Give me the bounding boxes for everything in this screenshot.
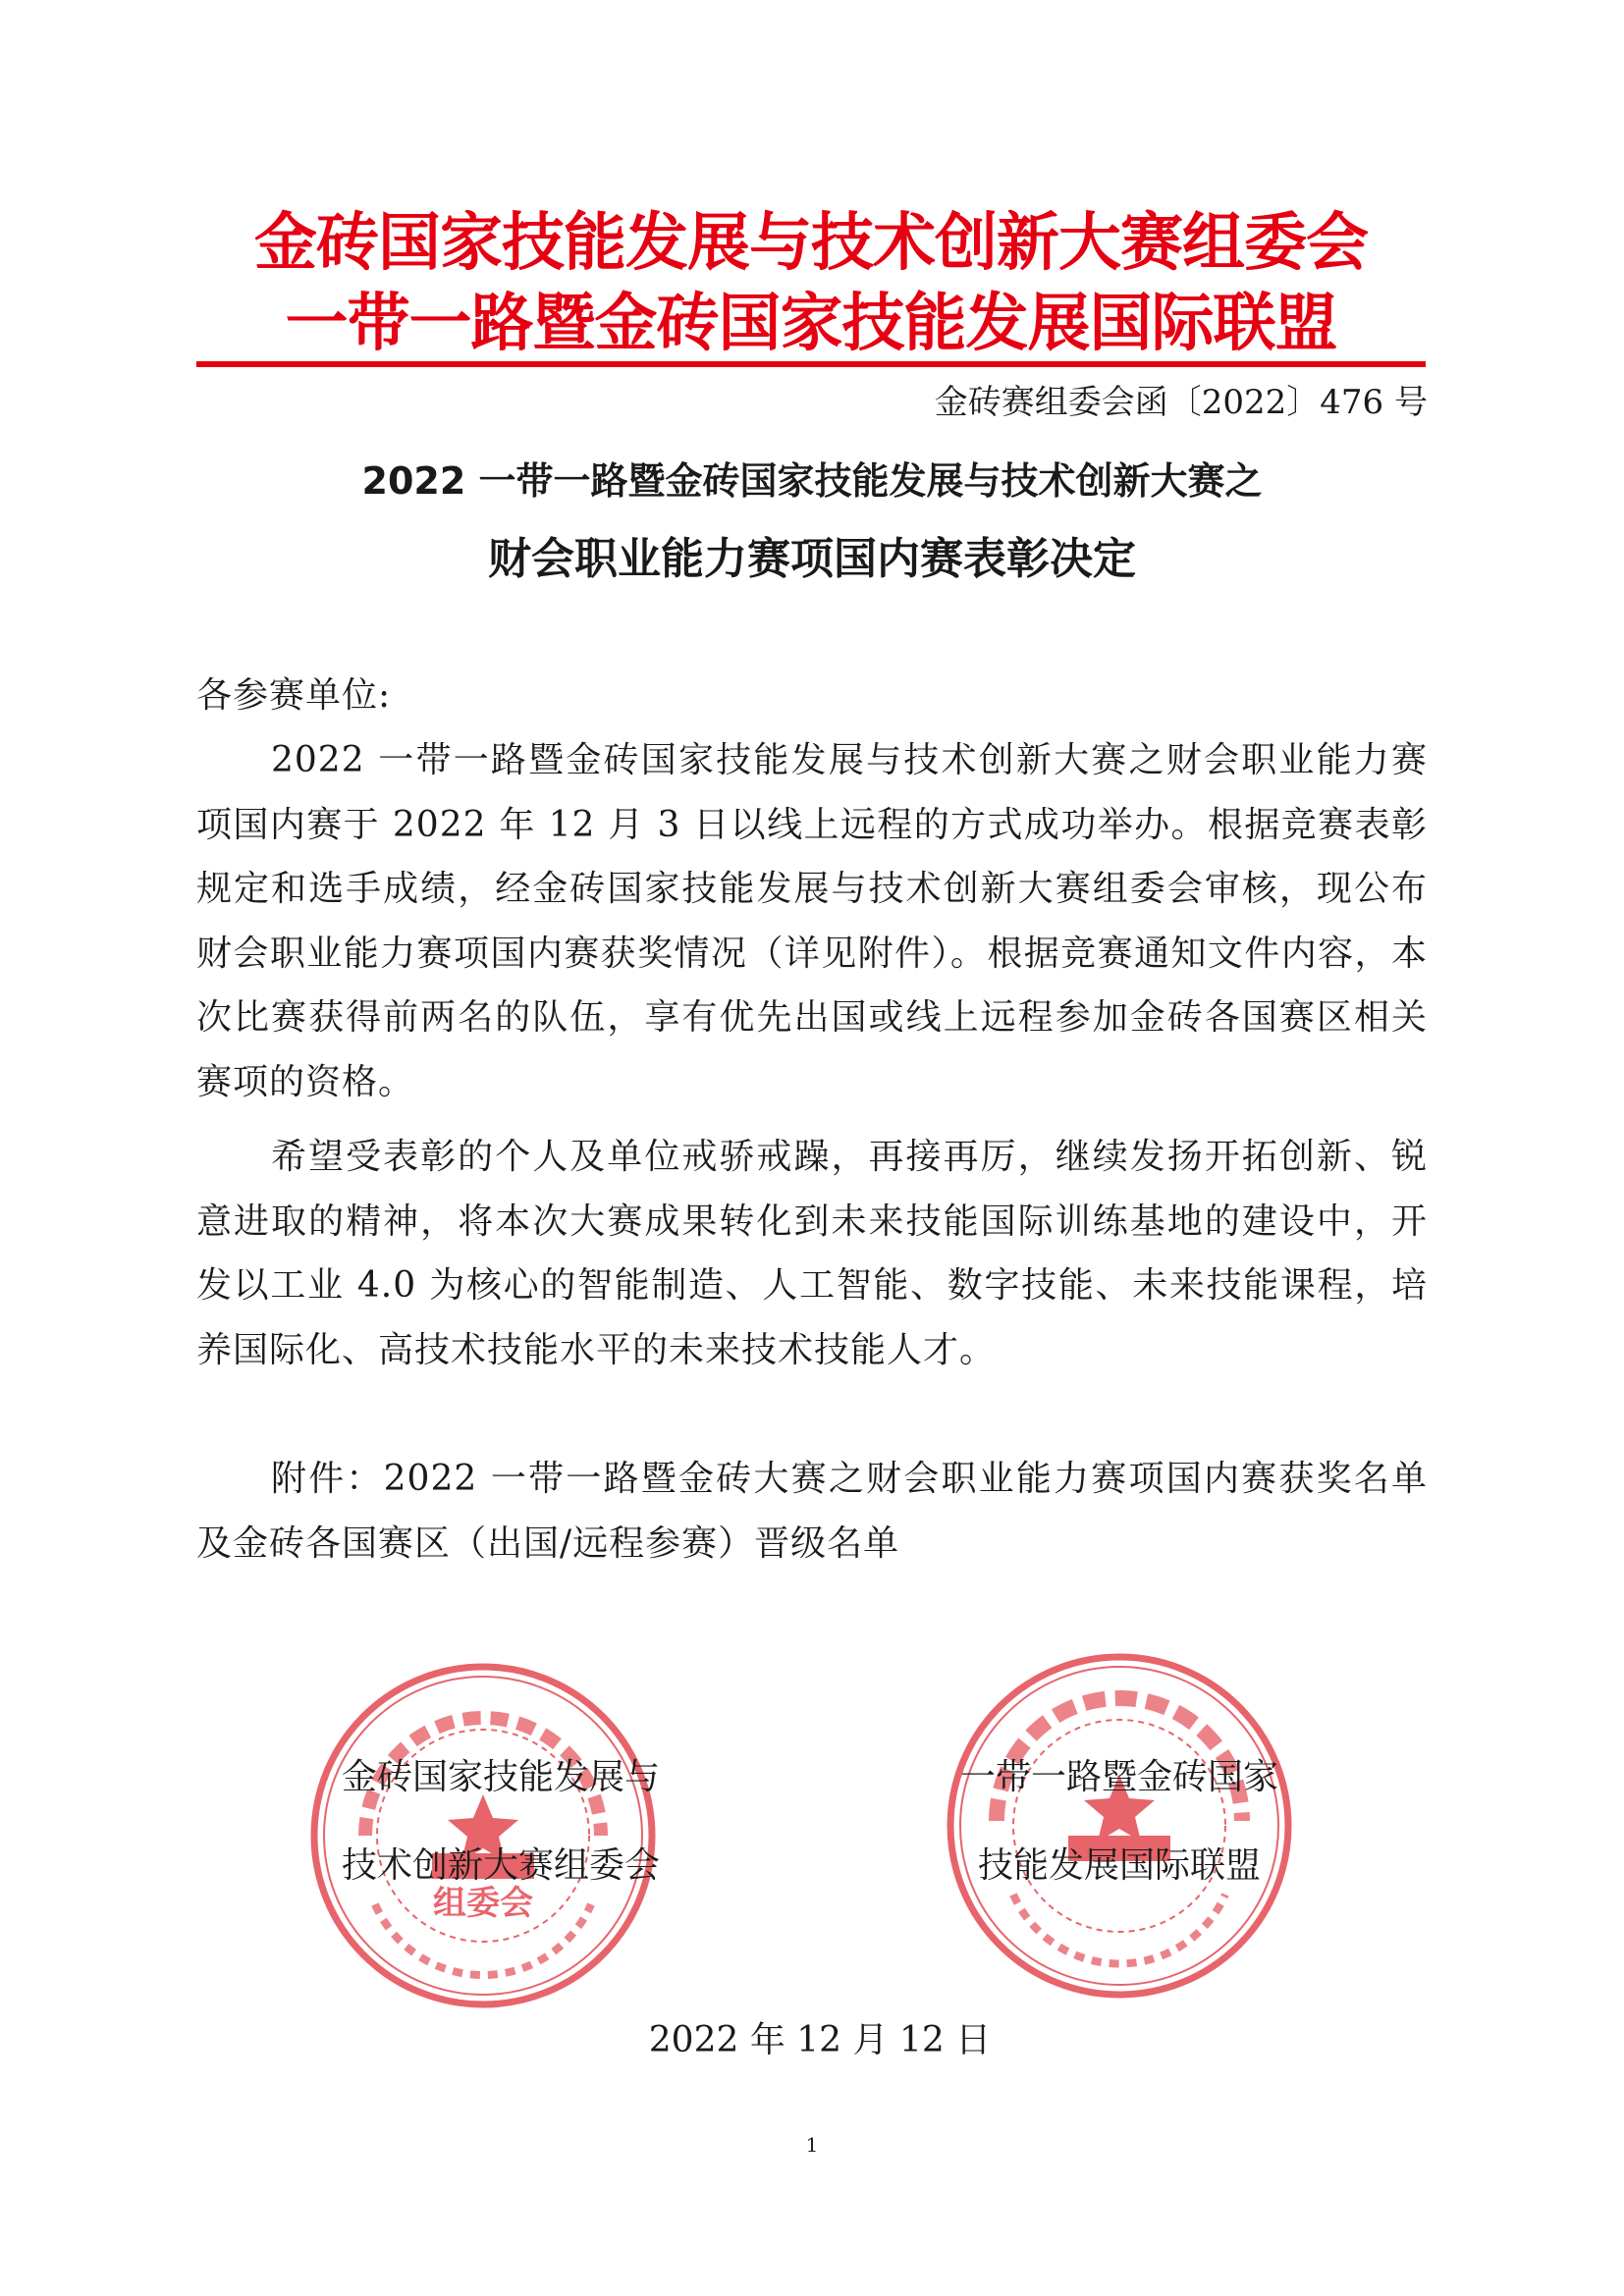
signature-organizing-committee xyxy=(295,1734,707,1910)
page-number: 1 xyxy=(805,2133,819,2157)
attachment-note: 附件：2022 一带一路暨金砖大赛之财会职业能力赛项国内赛获奖名单及金砖各国赛区（出国/远程参赛）晋级名单 xyxy=(196,1459,1428,1564)
document-title-line-2: 财会职业能力赛项国内赛表彰决定 xyxy=(488,534,1136,584)
body-paragraph-2: 希望受表彰的个人及单位戒骄戒躁，再接再厉，继续发扬开拓创新、锐意进取的精神，将本次大赛成果转化到未来技能国际训练基地的建设中，开发以工业 4.0 为核心的智能制造、人工智能、数字技能、未来技能课程，培养国际化、高技术技能水平的未来技术技能人才。 xyxy=(196,1137,1428,1370)
signature-alliance xyxy=(903,1734,1335,1910)
salutation: 各参赛单位: xyxy=(196,675,392,716)
issue-date: 2022 年 12 月 12 日 xyxy=(648,2020,992,2060)
signature-line: 技能发展国际联盟 xyxy=(977,1845,1261,1886)
signature-line: 金砖国家技能发展与 xyxy=(341,1757,660,1797)
signature-line: 一带一路暨金砖国家 xyxy=(959,1757,1278,1797)
issuer-name-line-2: 一带一路暨金砖国家技能发展国际联盟 xyxy=(285,288,1337,360)
body-paragraph-1: 2022 一带一路暨金砖国家技能发展与技术创新大赛之财会职业能力赛项国内赛于 2022 年 12 月 3 日以线上远程的方式成功举办。根据竞赛表彰规定和选手成绩，经金砖国家技能发展与技术创新大赛组委会审核，现公布财会职业能力赛项国内赛获奖情况（详见附件）。根据竞赛通知文件内容，本次比赛获得前两名的队伍，享有优先出国或线上远程参加金砖各国赛区相关赛项的资格。 xyxy=(196,740,1428,1102)
issuer-name-line-1: 金砖国家技能发展与技术创新大赛组委会 xyxy=(254,207,1368,280)
signature-line: 技术创新大赛组委会 xyxy=(341,1845,660,1886)
document-number: 金砖赛组委会函〔2022〕476 号 xyxy=(934,383,1428,422)
document-title-line-1: 2022 一带一路暨金砖国家技能发展与技术创新大赛之 xyxy=(361,459,1263,503)
red-divider xyxy=(196,361,1426,367)
seal-center-text: 组委会 xyxy=(433,1884,533,1923)
